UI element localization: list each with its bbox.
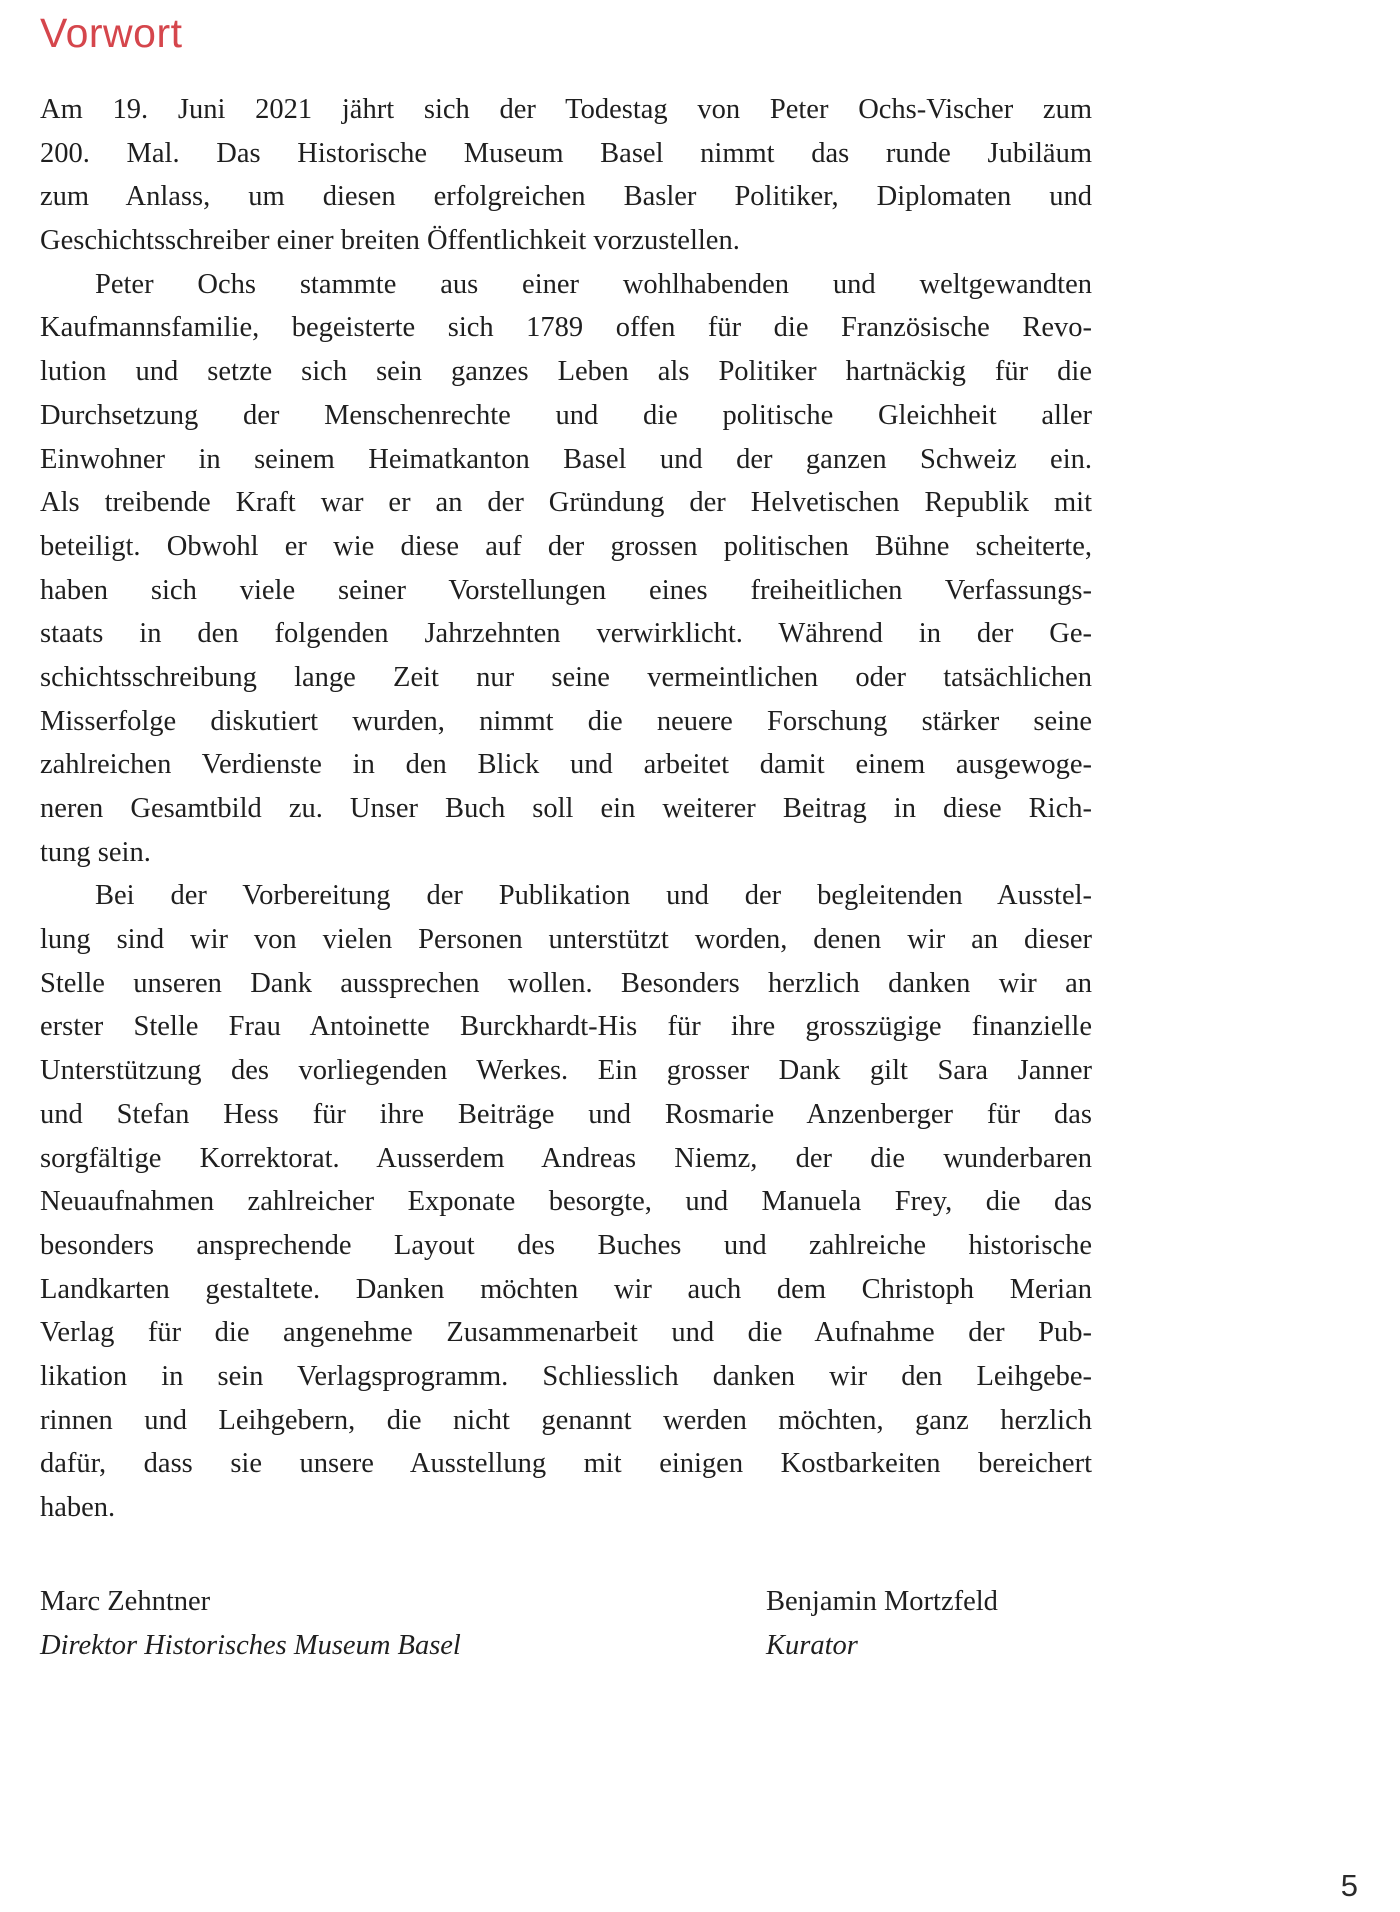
text-line: beteiligt. Obwohl er wie diese auf der grossen politischen Bühne scheiterte, <box>40 530 1092 562</box>
text-line: Als treibende Kraft war er an der Gründung der Helvetischen Republik mit <box>40 487 1092 519</box>
text-line: likation in sein Verlagsprogramm. Schliesslich danken wir den Leihgebe- <box>40 1360 1092 1392</box>
text-line: Stelle unseren Dank aussprechen wollen. Besonders herzlich danken wir an <box>40 967 1092 999</box>
signature-curator <box>766 1580 1092 1668</box>
text-line: neren Gesamtbild zu. Unser Buch soll ein weiterer Beitrag in diese Rich- <box>40 793 1092 824</box>
signature-block <box>40 1580 1092 1668</box>
text-line: Verlag für die angenehme Zusammenarbeit und die Aufnahme der Pub- <box>40 1317 1092 1349</box>
text-line: lung sind wir von vielen Personen unterstützt worden, denen wir an dieser <box>40 924 1092 956</box>
text-line: erster Stelle Frau Antoinette Burckhardt-His für ihre grosszügige finanzielle <box>40 1011 1092 1043</box>
foreword-body <box>40 88 1092 1530</box>
text-line: Geschichtsschreiber einer breiten Öffentlichkeit vorzustellen. <box>40 225 740 257</box>
text-line: besonders ansprechende Layout des Buches und zahlreiche historische <box>40 1229 1092 1261</box>
page-number: 5 <box>1340 1868 1358 1903</box>
signature-director <box>40 1580 766 1668</box>
text-line: Kaufmannsfamilie, begeisterte sich 1789 offen für die Französische Revo- <box>40 312 1092 344</box>
text-line: haben. <box>40 1492 116 1523</box>
signature-name: Marc Zehntner <box>40 1585 211 1617</box>
text-line: Unterstützung des vorliegenden Werkes. Ein grosser Dank gilt Sara Janner <box>40 1055 1092 1087</box>
text-line: tung sein. <box>40 836 151 868</box>
text-line: dafür, dass sie unsere Ausstellung mit einigen Kostbarkeiten bereichert <box>40 1448 1092 1480</box>
text-column <box>40 0 1092 1668</box>
text-line: Einwohner in seinem Heimatkanton Basel und der ganzen Schweiz ein. <box>40 443 1092 475</box>
text-line: schichtsschreibung lange Zeit nur seine vermeintlichen oder tatsächlichen <box>40 661 1092 693</box>
text-line: Landkarten gestaltete. Danken möchten wir auch dem Christoph Merian <box>40 1273 1092 1305</box>
text-line: Durchsetzung der Menschenrechte und die politische Gleichheit aller <box>40 399 1092 431</box>
text-line: zahlreichen Verdienste in den Blick und arbeitet damit einem ausgewoge- <box>40 749 1092 781</box>
text-line: Am 19. Juni 2021 jährt sich der Todestag von Peter Ochs-Vischer zum <box>40 94 1092 125</box>
text-line: staats in den folgenden Jahrzehnten verwirklicht. Während in der Ge- <box>40 618 1092 650</box>
text-line: rinnen und Leihgebern, die nicht genannt werden möchten, ganz herzlich <box>40 1404 1092 1436</box>
text-line: lution und setzte sich sein ganzes Leben als Politiker hartnäckig für die <box>40 356 1092 388</box>
text-line: Bei der Vorbereitung der Publikation und der begleitenden Ausstel- <box>95 880 1092 912</box>
signature-role: Direktor Historisches Museum Basel <box>40 1629 461 1661</box>
text-line: sorgfältige Korrektorat. Ausserdem Andreas Niemz, der die wunderbaren <box>40 1142 1092 1174</box>
page-title: Vorwort <box>40 10 183 56</box>
text-line: zum Anlass, um diesen erfolgreichen Basler Politiker, Diplomaten und <box>40 181 1092 213</box>
text-line: haben sich viele seiner Vorstellungen eines freiheitlichen Verfassungs- <box>40 574 1092 606</box>
text-line: Neuaufnahmen zahlreicher Exponate besorgte, und Manuela Frey, die das <box>40 1186 1092 1218</box>
text-line: und Stefan Hess für ihre Beiträge und Rosmarie Anzenberger für das <box>40 1098 1092 1130</box>
signature-name: Benjamin Mortzfeld <box>766 1585 998 1617</box>
signature-role: Kurator <box>766 1629 858 1661</box>
text-line: Peter Ochs stammte aus einer wohlhabenden und weltgewandten <box>95 268 1092 300</box>
text-line: Misserfolge diskutiert wurden, nimmt die neuere Forschung stärker seine <box>40 705 1092 737</box>
text-line: 200. Mal. Das Historische Museum Basel nimmt das runde Jubiläum <box>40 137 1092 169</box>
